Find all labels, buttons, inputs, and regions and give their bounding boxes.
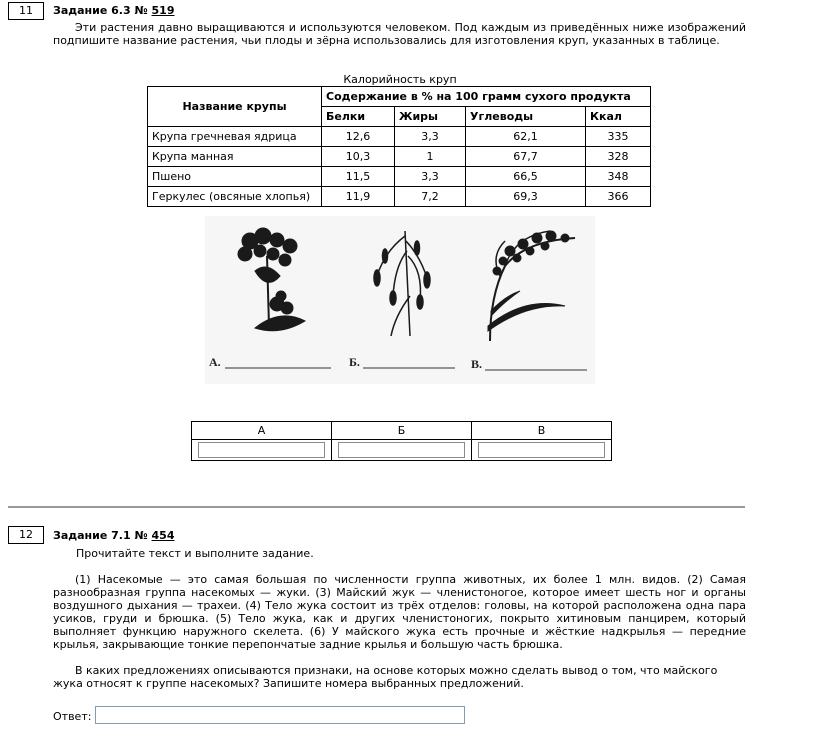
row-name: Пшено (148, 167, 322, 187)
table-subheader: Ккал (586, 107, 651, 127)
table-row (148, 187, 651, 207)
answer-field[interactable] (95, 706, 465, 724)
task-title-prefix: Задание 6.3 № (53, 4, 152, 17)
plants-drawing (205, 216, 595, 384)
task-number-badge: 12 (8, 526, 44, 544)
row-carbs: 69,3 (466, 187, 586, 207)
table-caption: Калорийность круп (343, 73, 457, 86)
plant-label-c: В. (471, 357, 483, 371)
answer-input-b[interactable] (338, 442, 465, 458)
row-protein: 11,5 (322, 167, 395, 187)
row-fat: 3,3 (395, 167, 466, 187)
answer-header: Б (332, 422, 472, 440)
table-subheader: Жиры (395, 107, 466, 127)
row-fat: 3,3 (395, 127, 466, 147)
answer-header: В (472, 422, 612, 440)
row-kcal: 335 (586, 127, 651, 147)
row-kcal: 366 (586, 187, 651, 207)
plant-label-b: Б. (349, 355, 360, 369)
row-protein: 11,9 (322, 187, 395, 207)
row-protein: 10,3 (322, 147, 395, 167)
table-subheader: Белки (322, 107, 395, 127)
answer-label: Ответ: (53, 710, 92, 723)
answer-header: А (192, 422, 332, 440)
answer-input-c[interactable] (478, 442, 605, 458)
table-header-name: Название крупы (148, 87, 322, 127)
row-carbs: 62,1 (466, 127, 586, 147)
task-instruction: Прочитайте текст и выполните задание. (76, 547, 314, 560)
row-fat: 7,2 (395, 187, 466, 207)
row-protein: 12,6 (322, 127, 395, 147)
task-title (53, 4, 175, 17)
table-row (148, 167, 651, 187)
row-fat: 1 (395, 147, 466, 167)
row-name: Крупа манная (148, 147, 322, 167)
section-divider (8, 506, 745, 508)
task-link[interactable]: 454 (151, 529, 175, 542)
table-row (148, 147, 651, 167)
task-number-badge: 11 (8, 2, 44, 20)
task-question: В каких предложениях описываются признаки, на основе которых можно сделать вывод о том, что майского жука относят к группе насекомых? Запишите номера выбранных предложений. (53, 664, 718, 690)
task-text: (1) Насекомые — это самая большая по численности группа животных, их более 1 млн. видов. (2) Самая разнообразная группа насекомых — жуки. (3) Майский жук — членистоногое, которое имеет шесть ног и органы воздушного дыхания — трахеи. (4) Тело жука состоит из трёх отделов: головы, на которой расположена одна пара усиков, груди и брюшка. (5) Тело жука, как и других членистоногих, покрыто хитиновым панцирем, который выполняет функцию наружного скелета. (6) У майского жука есть прочные и жёсткие надкрылья — передние крылья, закрывающие тонкие перепончатые задние крылья и большую часть брюшка. (53, 573, 746, 651)
row-carbs: 67,7 (466, 147, 586, 167)
row-name: Крупа гречневая ядрица (148, 127, 322, 147)
row-carbs: 66,5 (466, 167, 586, 187)
table-row (148, 127, 651, 147)
task-title-prefix: Задание 7.1 № (53, 529, 152, 542)
task-intro: Эти растения давно выращиваются и используются человеком. Под каждым из приведённых ниже изображений подпишите название растения, чьи плоды и зёрна использовались для изготовления круп, указанных в таблице. (53, 21, 746, 47)
plant-label-a: А. (209, 355, 221, 369)
table-header-group: Содержание в % на 100 грамм сухого продукта (322, 87, 651, 107)
row-kcal: 328 (586, 147, 651, 167)
task-title (53, 529, 175, 542)
answer-table (191, 421, 612, 461)
task-link[interactable]: 519 (151, 4, 175, 17)
table-subheader: Углеводы (466, 107, 586, 127)
calorie-table (147, 86, 651, 207)
row-name: Геркулес (овсяные хлопья) (148, 187, 322, 207)
answer-input-a[interactable] (198, 442, 325, 458)
plants-illustration (205, 216, 595, 384)
row-kcal: 348 (586, 167, 651, 187)
